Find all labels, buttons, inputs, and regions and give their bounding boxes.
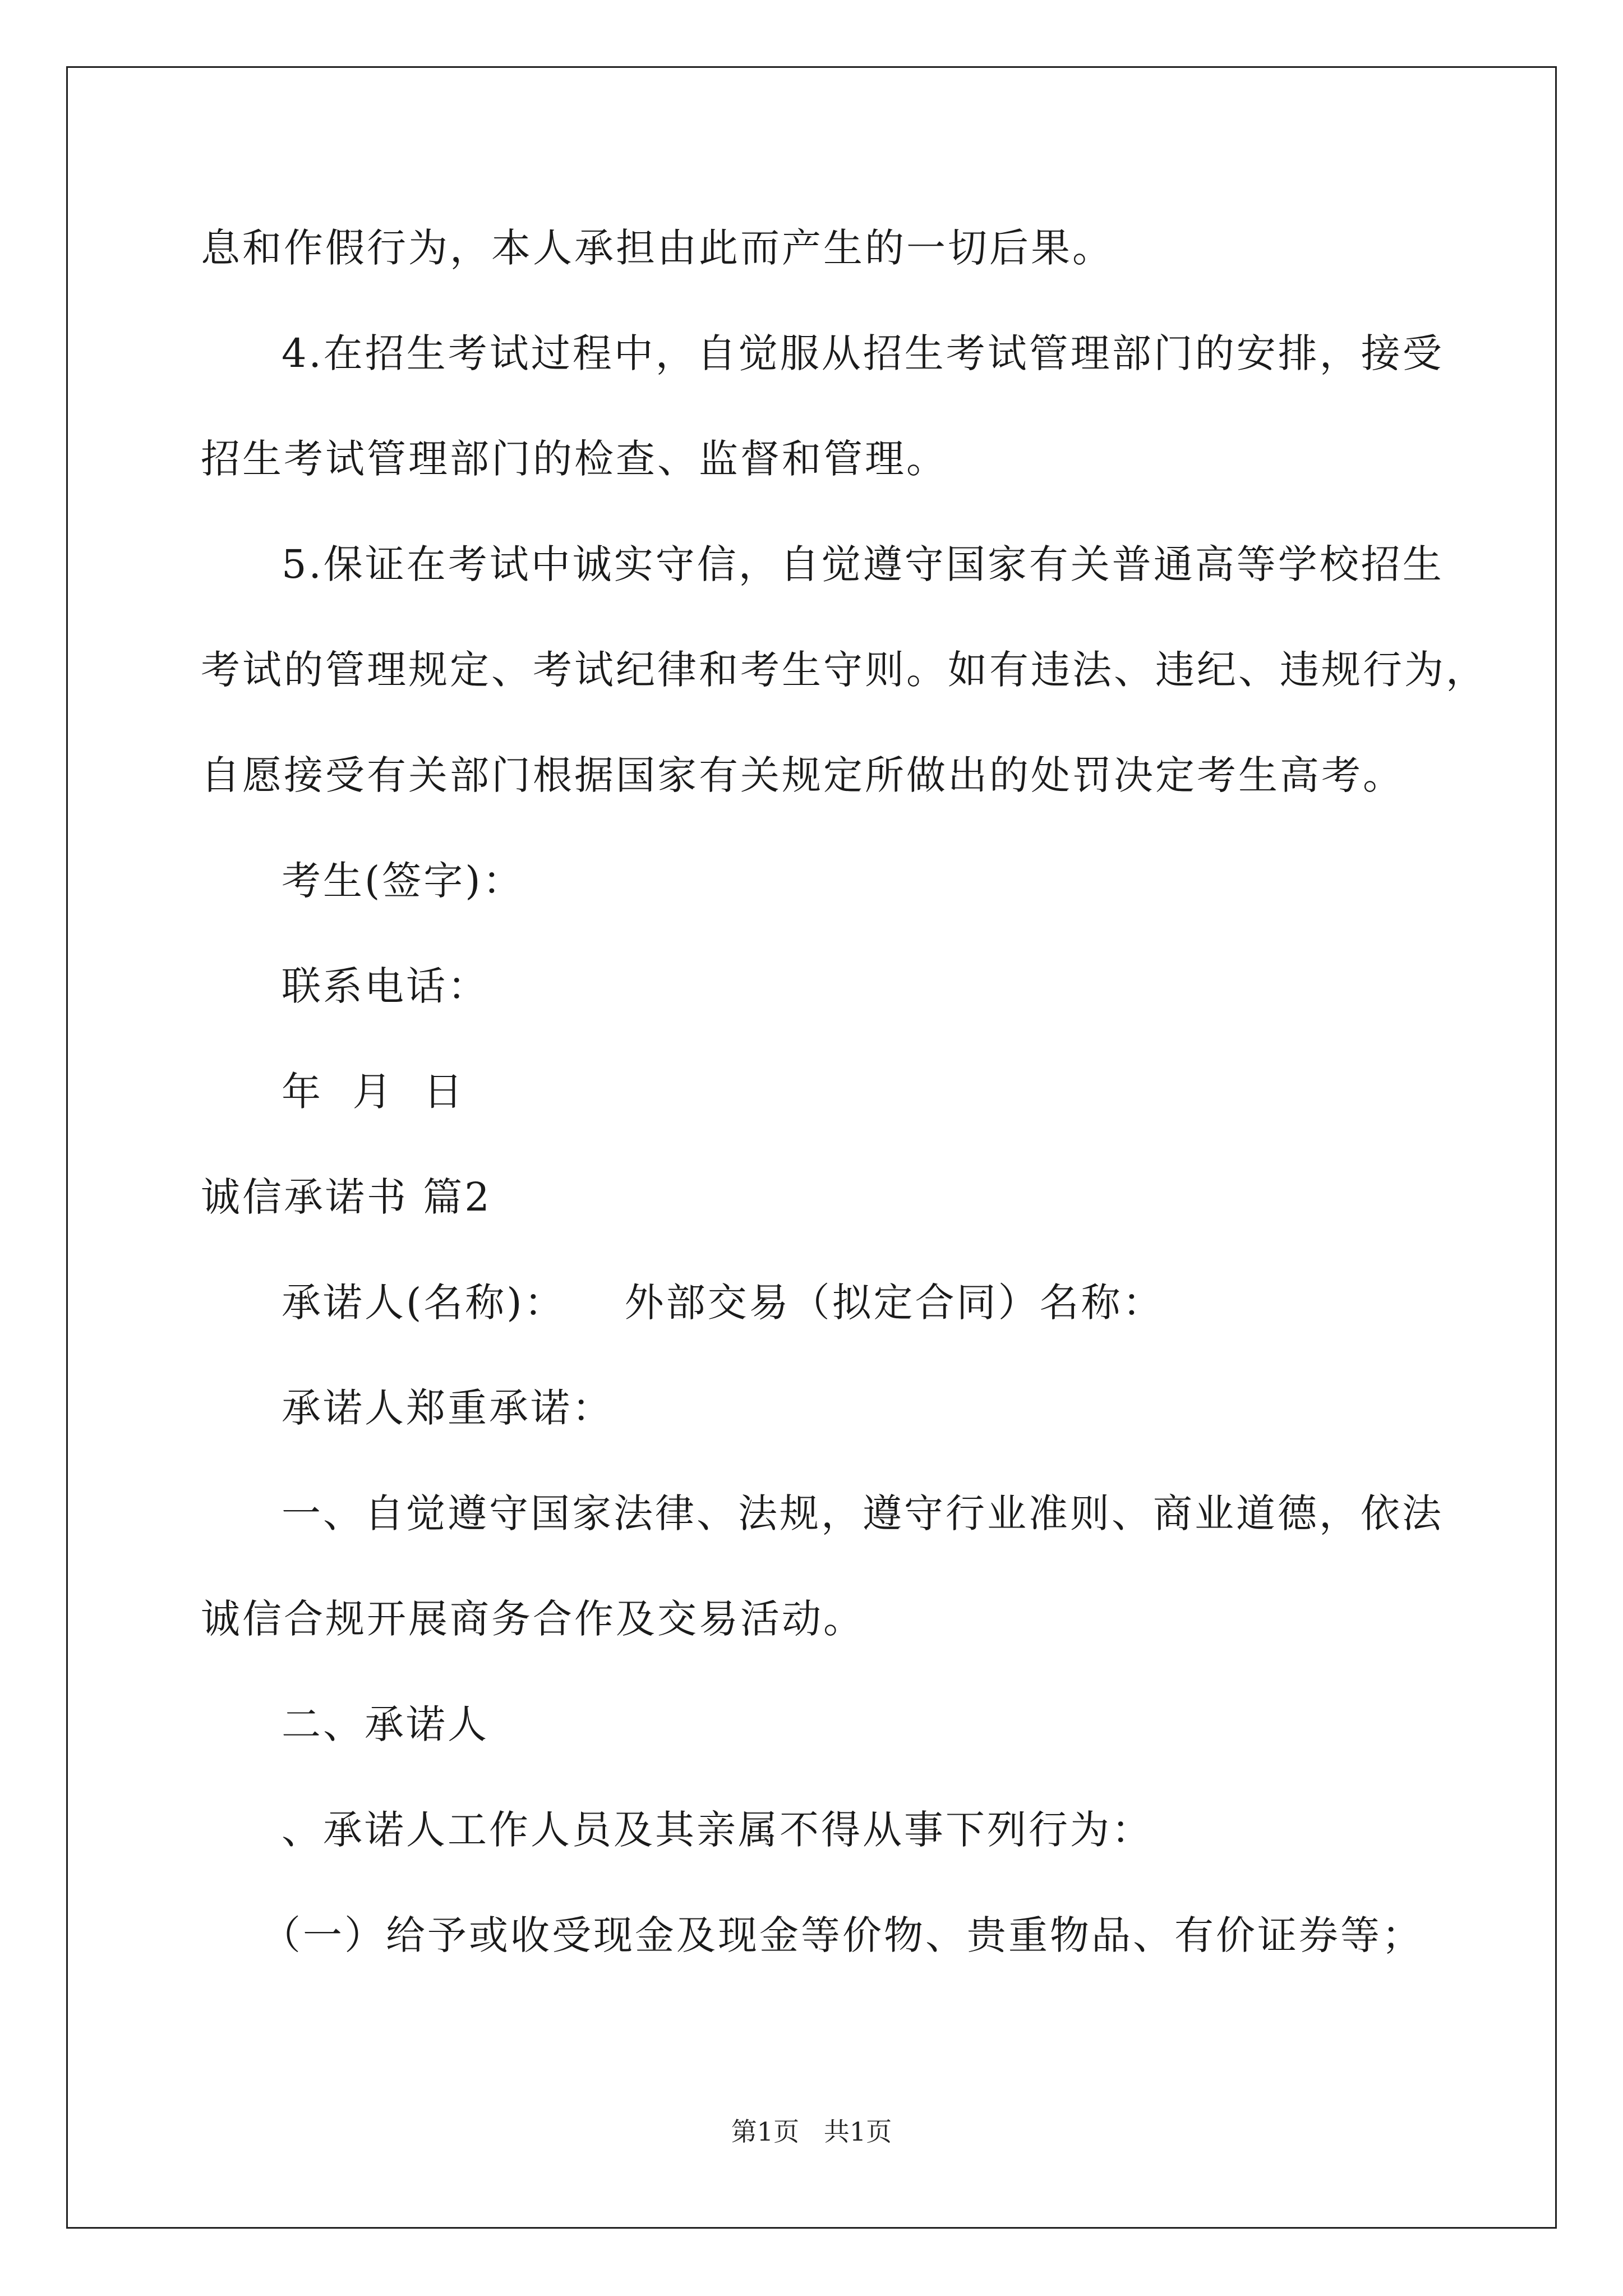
body-line: 考试的管理规定、考试纪律和考生守则。如有违法、违纪、违规行为， (201, 647, 1487, 693)
section-heading: 诚信承诺书 篇2 (201, 1174, 492, 1220)
item-2: 二、承诺人 (282, 1701, 489, 1747)
sub-item-1: （一）给予或收受现金及现金等价物、贵重物品、有价证券等； (261, 1912, 1423, 1958)
body-line: 、承诺人工作人员及其亲属不得从事下列行为： (282, 1807, 1153, 1853)
clause-4: 4.在招生考试过程中，自觉服从招生考试管理部门的安排，接受 (282, 330, 1444, 376)
body-line: 息和作假行为，本人承担由此而产生的一切后果。 (201, 225, 1114, 271)
page-border (66, 66, 1557, 2229)
phone-line: 联系电话： (282, 963, 489, 1009)
body-line: 招生考试管理部门的检查、监督和管理。 (201, 436, 948, 482)
item-1: 一、自觉遵守国家法律、法规，遵守行业准则、商业道德，依法 (282, 1490, 1444, 1536)
promisor-name-line: 承诺人(名称)： 外部交易（拟定合同）名称： (282, 1280, 1164, 1326)
page-number: 第1页 共1页 (731, 2116, 892, 2147)
body-line: 自愿接受有关部门根据国家有关规定所做出的处罚决定考生高考。 (201, 752, 1404, 798)
promise-intro: 承诺人郑重承诺： (282, 1385, 614, 1431)
date-line: 年 月 日 (282, 1069, 465, 1115)
signature-line: 考生(签字)： (282, 858, 524, 904)
body-line: 诚信合规开展商务合作及交易活动。 (201, 1596, 865, 1642)
clause-5: 5.保证在考试中诚实守信，自觉遵守国家有关普通高等学校招生 (282, 541, 1444, 587)
